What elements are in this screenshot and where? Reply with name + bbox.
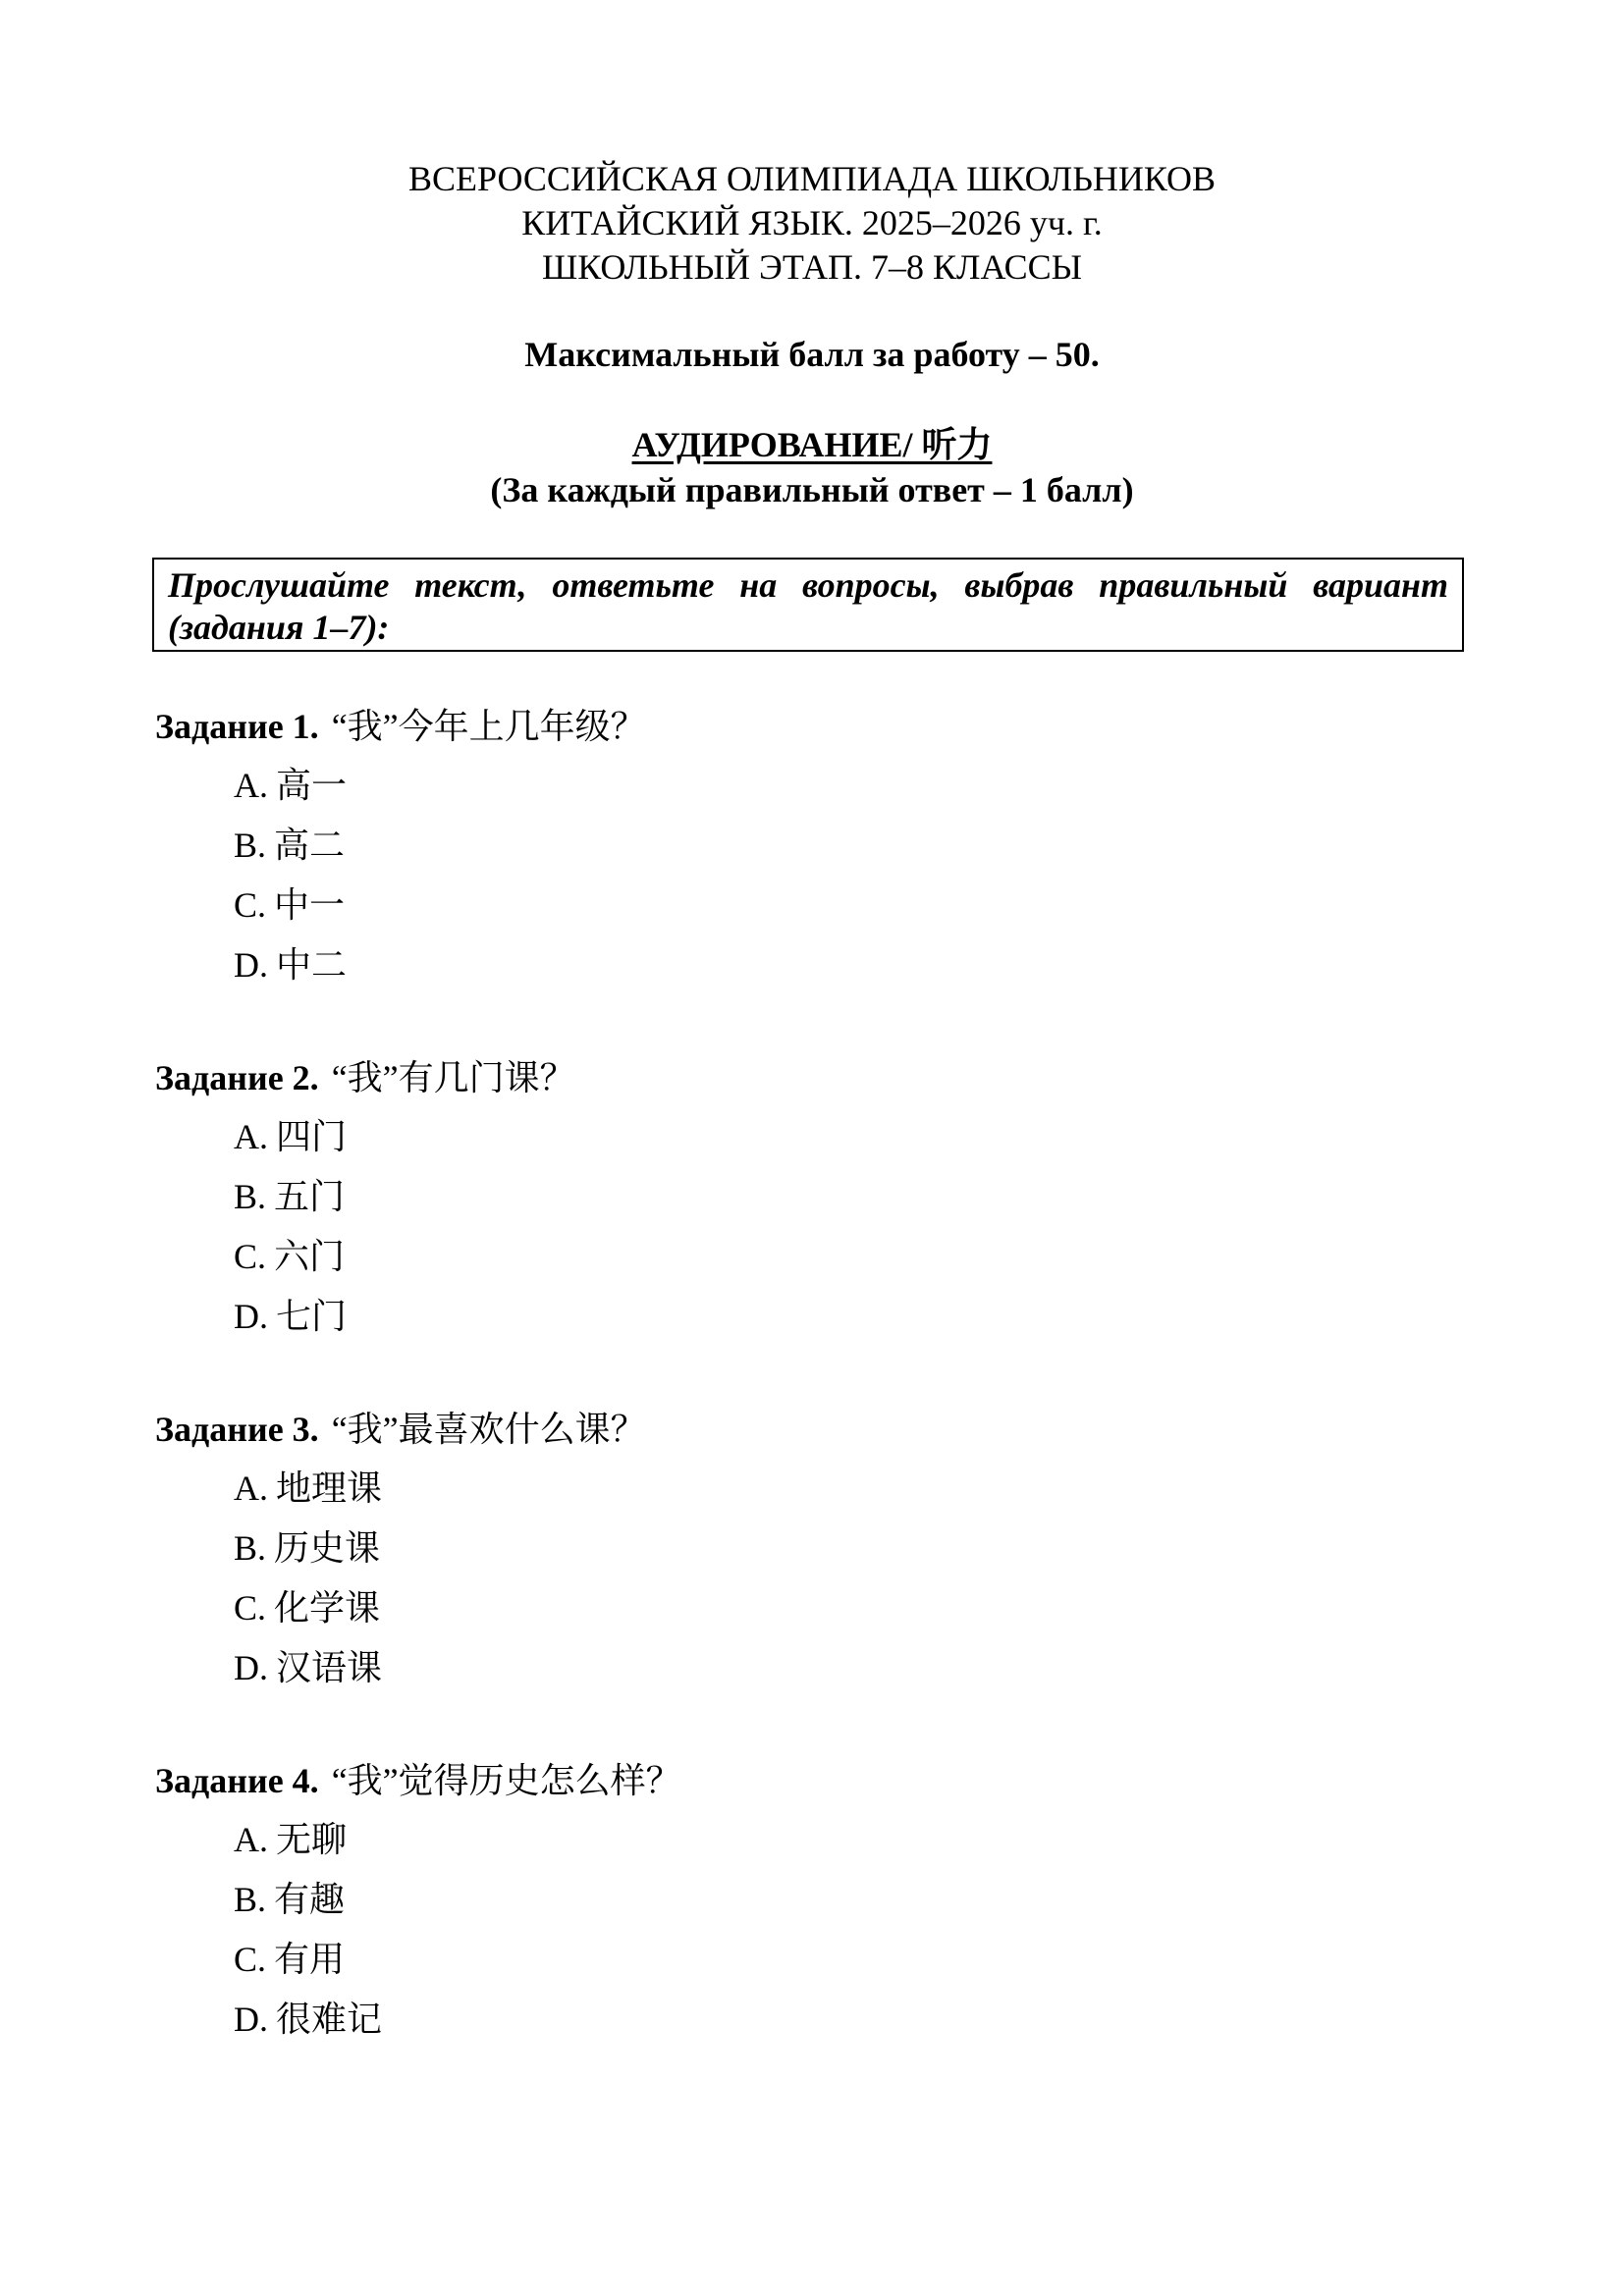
option-text: 很难记 xyxy=(276,2000,383,2039)
option-letter: A. xyxy=(234,766,268,805)
task-question xyxy=(155,1058,1432,1097)
task-label: Задание 2. xyxy=(155,1058,319,1097)
option-text: 无聊 xyxy=(276,1820,348,1859)
task-question xyxy=(155,1410,1432,1449)
option-text: 高一 xyxy=(276,766,348,805)
option-a[interactable] xyxy=(234,1468,1432,1528)
option-text: 汉语课 xyxy=(276,1648,383,1687)
option-b[interactable] xyxy=(234,1177,1432,1237)
header-line-2: КИТАЙСКИЙ ЯЗЫК. 2025–2026 уч. г. xyxy=(521,203,1103,242)
task-label: Задание 1. xyxy=(155,707,319,746)
option-text: 有用 xyxy=(274,1940,346,1979)
option-text: 六门 xyxy=(274,1237,346,1276)
option-letter: D. xyxy=(234,945,268,985)
task-label: Задание 4. xyxy=(155,1761,319,1800)
option-letter: A. xyxy=(234,1820,268,1859)
option-letter: B. xyxy=(234,1880,267,1919)
task-2 xyxy=(155,1058,1432,1357)
task-question-text: “我”觉得历史怎么样？ xyxy=(331,1761,681,1800)
options-list xyxy=(234,1117,1432,1357)
header-line-1: ВСЕРОССИЙСКАЯ ОЛИМПИАДА ШКОЛЬНИКОВ xyxy=(408,159,1216,198)
option-b[interactable] xyxy=(234,826,1432,885)
option-letter: C. xyxy=(234,1237,267,1276)
section-heading xyxy=(0,422,1624,512)
option-text: 有趣 xyxy=(274,1880,346,1919)
task-question xyxy=(155,707,1432,746)
task-question-text: “我”有几门课？ xyxy=(331,1058,575,1097)
option-d[interactable] xyxy=(234,1297,1432,1357)
option-c[interactable] xyxy=(234,1588,1432,1648)
option-text: 高二 xyxy=(274,826,346,865)
task-4 xyxy=(155,1761,1432,2059)
option-letter: C. xyxy=(234,885,267,925)
option-letter: B. xyxy=(234,1528,267,1568)
option-b[interactable] xyxy=(234,1880,1432,1940)
option-letter: D. xyxy=(234,1648,268,1687)
option-text: 地理课 xyxy=(276,1468,383,1508)
option-text: 中一 xyxy=(274,885,346,925)
option-letter: A. xyxy=(234,1117,268,1156)
option-a[interactable] xyxy=(234,1820,1432,1880)
option-letter: A. xyxy=(234,1468,268,1508)
task-3 xyxy=(155,1410,1432,1708)
header-line-3: ШКОЛЬНЫЙ ЭТАП. 7–8 КЛАССЫ xyxy=(541,247,1083,287)
options-list xyxy=(234,766,1432,1005)
task-question-text: “我”今年上几年级？ xyxy=(331,707,646,746)
option-text: 中二 xyxy=(276,945,348,985)
option-a[interactable] xyxy=(234,1117,1432,1177)
option-text: 四门 xyxy=(276,1117,348,1156)
option-letter: B. xyxy=(234,1177,267,1216)
options-list xyxy=(234,1468,1432,1708)
olympiad-header xyxy=(0,157,1624,290)
option-letter: B. xyxy=(234,826,267,865)
task-question-text: “我”最喜欢什么课？ xyxy=(331,1410,646,1449)
option-c[interactable] xyxy=(234,1940,1432,2000)
option-text: 七门 xyxy=(276,1297,348,1336)
option-c[interactable] xyxy=(234,885,1432,945)
task-label: Задание 3. xyxy=(155,1410,319,1449)
section-title: АУДИРОВАНИЕ/ 听力 xyxy=(631,425,993,464)
option-letter: D. xyxy=(234,1297,268,1336)
option-d[interactable] xyxy=(234,945,1432,1005)
option-letter: C. xyxy=(234,1940,267,1979)
task-question xyxy=(155,1761,1432,1800)
option-c[interactable] xyxy=(234,1237,1432,1297)
option-text: 五门 xyxy=(274,1177,346,1216)
max-score: Максимальный балл за работу – 50. xyxy=(524,335,1100,374)
option-text: 历史课 xyxy=(274,1528,381,1568)
options-list xyxy=(234,1820,1432,2059)
option-d[interactable] xyxy=(234,1648,1432,1708)
instruction-box: Прослушайте текст, ответьте на вопросы, выбрав правильный вариант (задания 1–7): xyxy=(152,558,1464,652)
option-a[interactable] xyxy=(234,766,1432,826)
section-subtitle: (За каждый правильный ответ – 1 балл) xyxy=(490,470,1134,509)
option-letter: D. xyxy=(234,2000,268,2039)
option-d[interactable] xyxy=(234,2000,1432,2059)
option-b[interactable] xyxy=(234,1528,1432,1588)
option-letter: C. xyxy=(234,1588,267,1628)
option-text: 化学课 xyxy=(274,1588,381,1628)
task-1 xyxy=(155,707,1432,1005)
